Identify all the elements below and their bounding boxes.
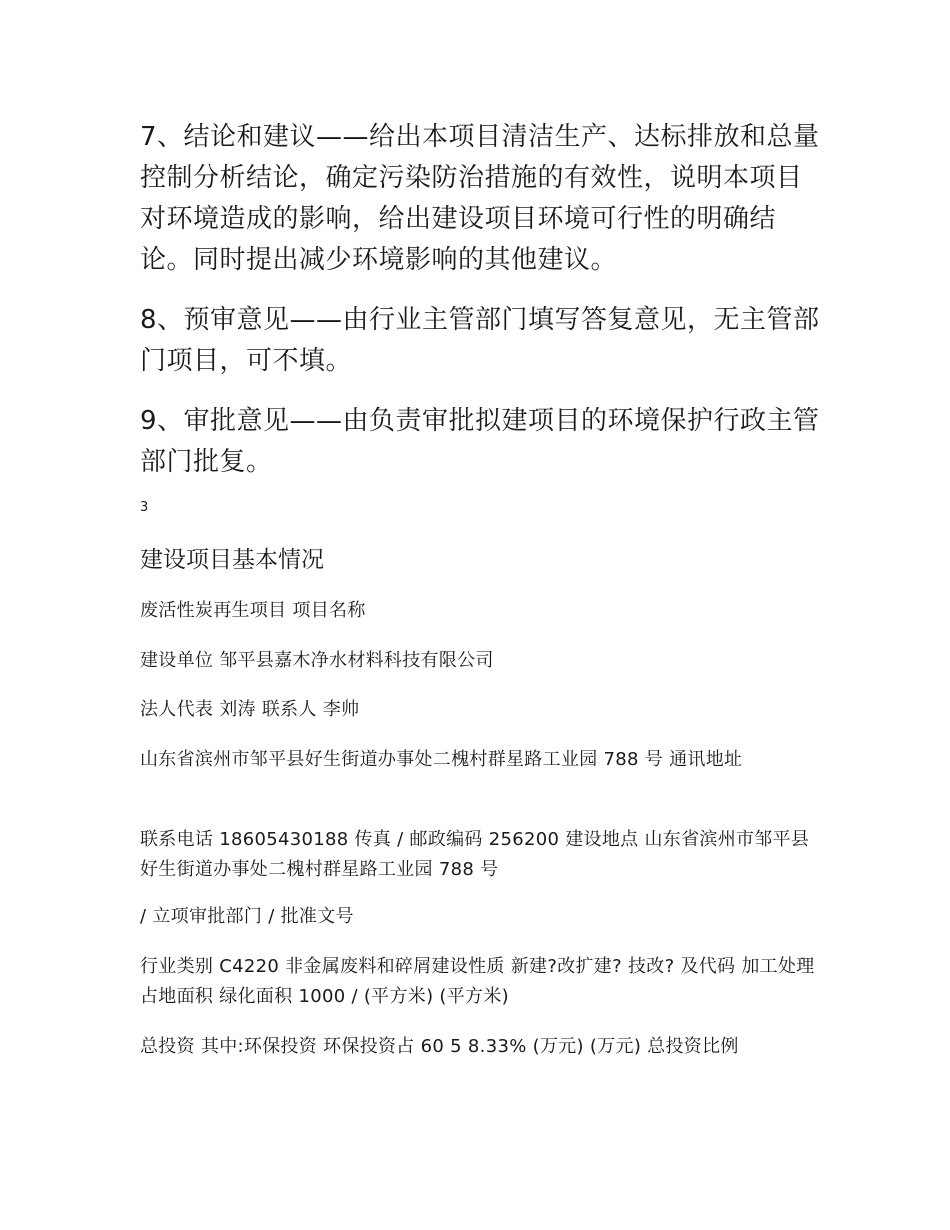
info-contact-phone: 联系电话 18605430188 传真 / 邮政编码 256200 建设地点 山东省滨州市邹平县好生街道办事处二槐村群星路工业园 788 号 <box>140 829 810 880</box>
section-title: 建设项目基本情况 <box>140 547 324 573</box>
item-9-approval: 9、审批意见——由负责审批拟建项目的环境保护行政主管部门批复。 <box>140 406 820 477</box>
info-mailing-address: 山东省滨州市邹平县好生街道办事处二槐村群星路工业园 788 号 通讯地址 <box>140 749 743 770</box>
info-total-investment: 总投资 其中:环保投资 环保投资占 60 5 8.33% (万元) (万元) 总投资比例 <box>140 1036 739 1057</box>
item-7-conclusion: 7、结论和建议——给出本项目清洁生产、达标排放和总量控制分析结论，确定污染防治措施的有效性，说明本项目对环境造成的影响，给出建设项目环境可行性的明确结论。同时提出减少环境影响的其他建议。 <box>140 122 820 275</box>
info-construction-unit: 建设单位 邹平县嘉木净水材料科技有限公司 <box>140 650 494 671</box>
info-legal-representative: 法人代表 刘涛 联系人 李帅 <box>140 699 360 720</box>
page-number: 3 <box>140 500 149 515</box>
info-approval-department: / 立项审批部门 / 批准文号 <box>140 906 354 927</box>
info-project-name: 废活性炭再生项目 项目名称 <box>140 600 366 621</box>
item-8-pre-review: 8、预审意见——由行业主管部门填写答复意见，无主管部门项目，可不填。 <box>140 305 820 376</box>
info-industry-category: 行业类别 C4220 非金属废料和碎屑建设性质 新建?改扩建? 技改? 及代码 加工处理 占地面积 绿化面积 1000 / (平方米) (平方米) <box>140 956 815 1007</box>
